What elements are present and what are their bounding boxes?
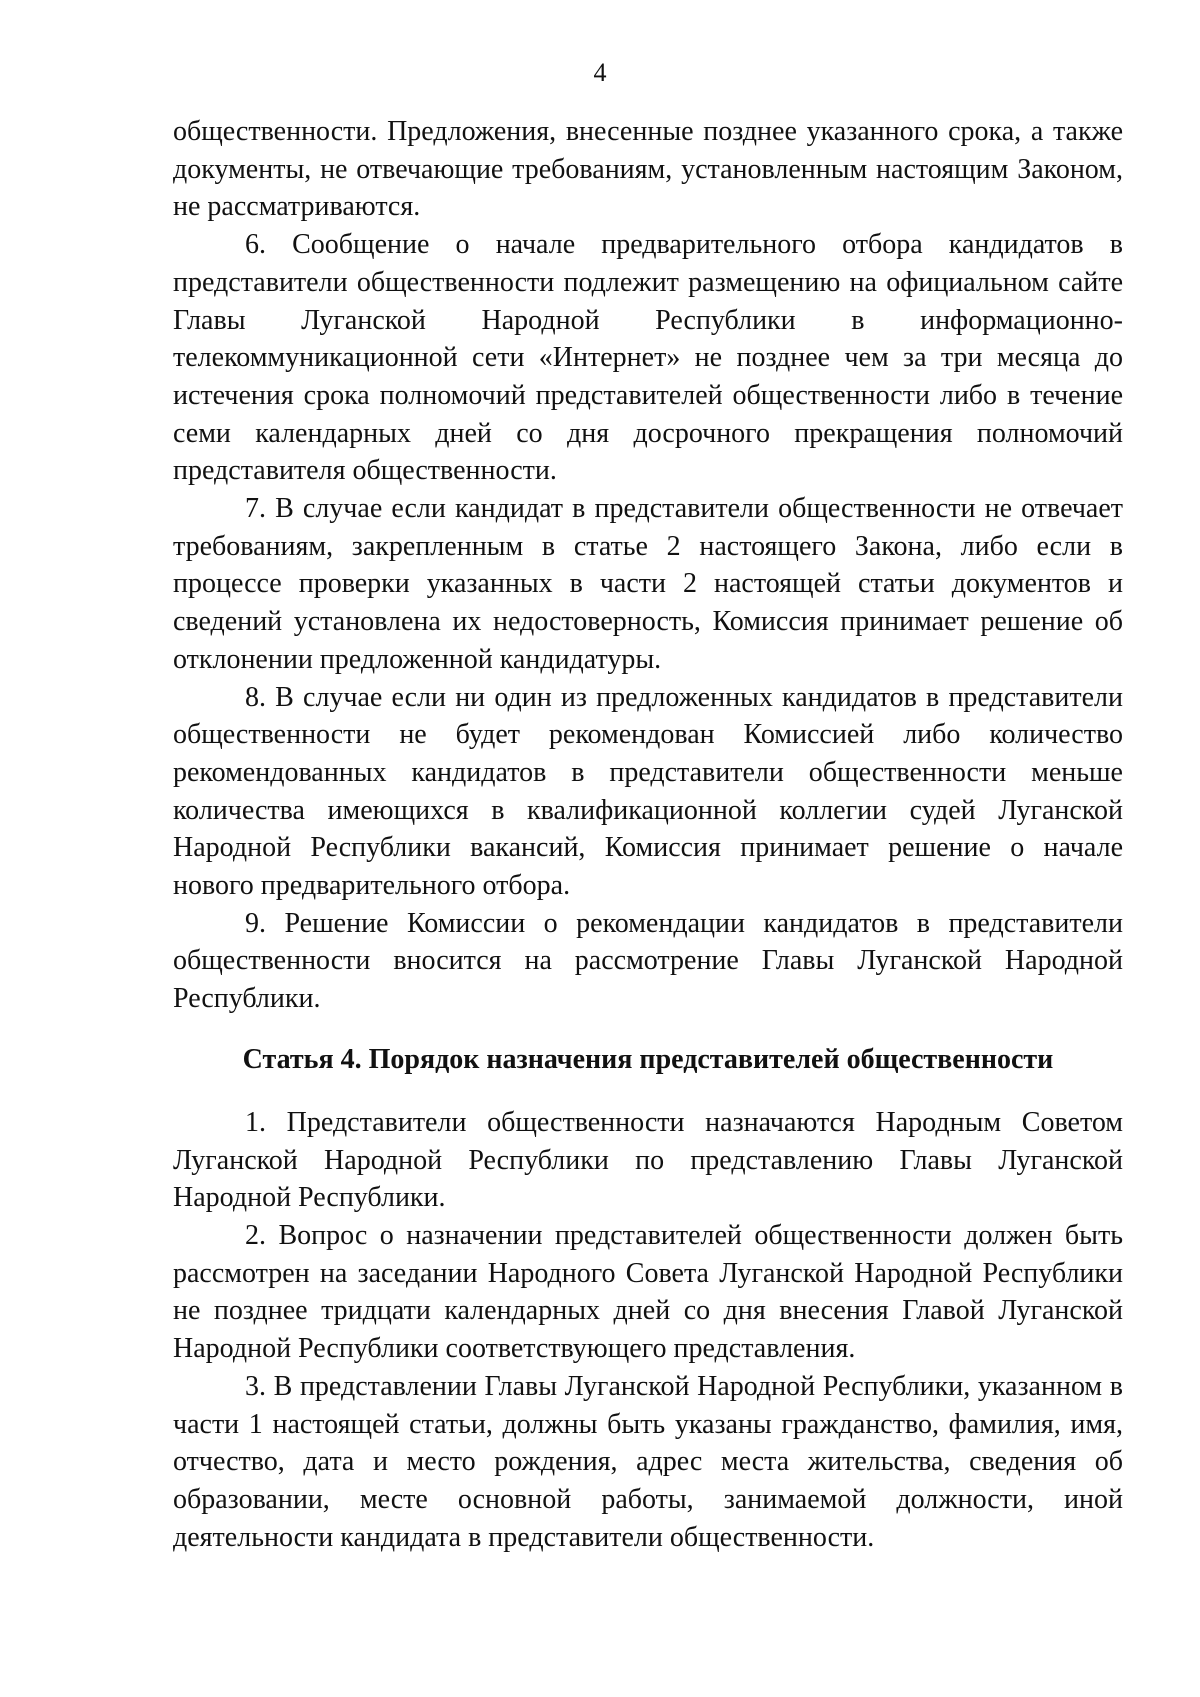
paragraph-continuation: общественности. Предложения, внесенные позднее указанного срока, а также документы, не отвечающие требованиям, установленным настоящим Законом, не рассматриваются. (173, 116, 1123, 223)
article-paragraph-2: 2. Вопрос о назначении представителей общественности должен быть рассмотрен на заседании Народного Совета Луганской Народной Республики не позднее тридцати календарных дней со дня внесения Главой Луганской Народной Республики соответствующего представления. (173, 1219, 1123, 1365)
paragraph-item-7: 7. В случае если кандидат в представители общественности не отвечает требованиям, закрепленным в статье 2 настоящего Закона, либо если в процессе проверки указанных в части 2 настоящей статьи документов и сведений установлена их недостоверность, Комиссия принимает решение об отклонении предложенной кандидатуры. (173, 493, 1123, 675)
paragraph-item-9: 9. Решение Комиссии о рекомендации кандидатов в представители общественности вносится на рассмотрение Главы Луганской Народной Республики. (173, 907, 1123, 1015)
article-paragraph-3: 3. В представлении Главы Луганской Народной Республики, указанном в части 1 настоящей статьи, должны быть указаны гражданство, фамилия, имя, отчество, дата и место рождения, адрес места жительства, сведения об образовании, месте основной работы, занимаемой должности, иной деятельности кандидата в представители общественности. (173, 1370, 1123, 1553)
article-heading: Статья 4. Порядок назначения представителей общественности (242, 1043, 1054, 1075)
article-paragraph-1: 1. Представители общественности назначаются Народным Советом Луганской Народной Республики по представлению Главы Луганской Народной Республики. (173, 1106, 1123, 1214)
paragraph-item-6: 6. Сообщение о начале предварительного отбора кандидатов в представители общественности подлежит размещению на официальном сайте Главы Луганской Народной Республики в информационно-телекоммуникационной сети «Интернет» не позднее чем за три месяца до истечения срока полномочий представителей общественности либо в течение семи календарных дней со дня досрочного прекращения полномочий представителя общественности. (173, 229, 1123, 487)
page-number: 4 (593, 58, 607, 87)
document-body (173, 113, 1123, 1556)
paragraph-item-8: 8. В случае если ни один из предложенных кандидатов в представители общественности не будет рекомендован Комиссией либо количество рекомендованных кандидатов в представители общественности меньше количества имеющихся в квалификационной коллегии судей Луганской Народной Республики вакансий, Комиссия принимает решение о начале нового предварительного отбора. (173, 681, 1123, 902)
